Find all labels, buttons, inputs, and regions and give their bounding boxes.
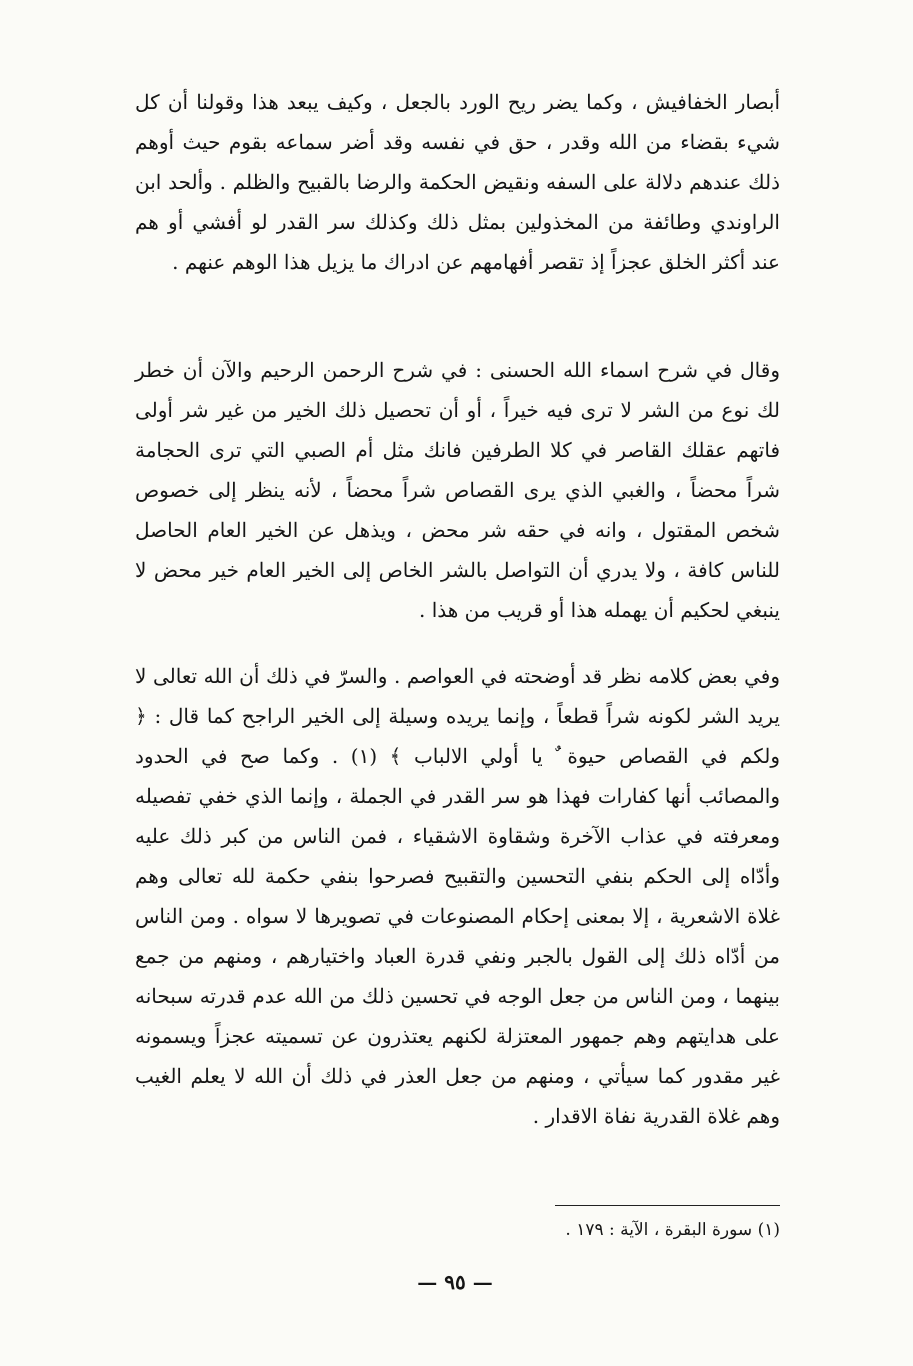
footnote-divider (555, 1205, 780, 1206)
paragraph-2: وقال في شرح اسماء الله الحسنى : في شرح الرحمن الرحيم والآن أن خطر لك نوع من الشر لا ترى فيه خيراً ، أو أن تحصيل ذلك الخير من غير شر أولى فاتهم عقلك القاصر في كلا الطرفين فانك مثل أم الصبي التي ترى الحجامة شراً محضاً ، والغبي الذي يرى القصاص شراً محضاً ، لأنه ينظر إلى خصوص شخص المقتول ، وانه في حقه شر محض ، ويذهل عن الخير العام الحاصل للناس كافة ، ولا يدري أن التواصل بالشر الخاص إلى الخير العام خير محض لا ينبغي لحكيم أن يهمله هذا أو قريب من هذا . (135, 358, 780, 622)
paragraph-1: أبصار الخفافيش ، وكما يضر ريح الورد بالجعل ، وكيف يبعد هذا وقولنا أن كل شيء بقضاء من الله وقدر ، حق في نفسه وقد أضر سماعه بقوم حيث أوهم ذلك عندهم دلالة على السفه ونقيض الحكمة والرضا بالقبيح والظلم . وألحد ابن الراوندي وطائفة من المخذولين بمثل ذلك وكذلك سر القدر لو أفشي أو هم عند أكثر الخلق عجزاً إذ تقصر أفهامهم عن ادراك ما يزيل هذا الوهم عنهم . (135, 90, 780, 274)
paragraph-3: وفي بعض كلامه نظر قد أوضحته في العواصم . والسرّ في ذلك أن الله تعالى لا يريد الشر لكونه شراً قطعاً ، وإنما يريده وسيلة إلى الخير الراجح كما قال : ﴿ ولكم في القصاص حيوة ٌ يا أولي الالباب ﴾ (١) . وكما صح في الحدود والمصائب أنها كفارات فهذا هو سر القدر في الجملة ، وإنما الذي خفي تفصيله ومعرفته في عذاب الآخرة وشقاوة الاشقياء ، فمن الناس من كبر ذلك عليه وأدّاه إلى الحكم بنفي التحسين والتقبيح فصرحوا بنفي حكمة لله تعالى وهم غلاة الاشعرية ، إلا بمعنى إحكام المصنوعات في تصويرها لا سواه . ومن الناس من أدّاه ذلك إلى القول بالجبر ونفي قدرة العباد واختيارهم ، ومنهم من جمع بينهما ، ومن الناس من جعل الوجه في تحسين ذلك من الله عدم قدرته سبحانه على هدايتهم وهم جمهور المعتزلة لكنهم يعتذرون عن تسميته عجزاً ويسمونه غير مقدور كما سيأتي ، ومنهم من جعل العذر في ذلك أن الله لا يعلم الغيب وهم غلاة القدرية نفاة الاقدار . (135, 664, 780, 1128)
footnote: (١) سورة البقرة ، الآية : ١٧٩ . (565, 1220, 780, 1240)
page-number: — ٩٥ — (417, 1270, 493, 1294)
